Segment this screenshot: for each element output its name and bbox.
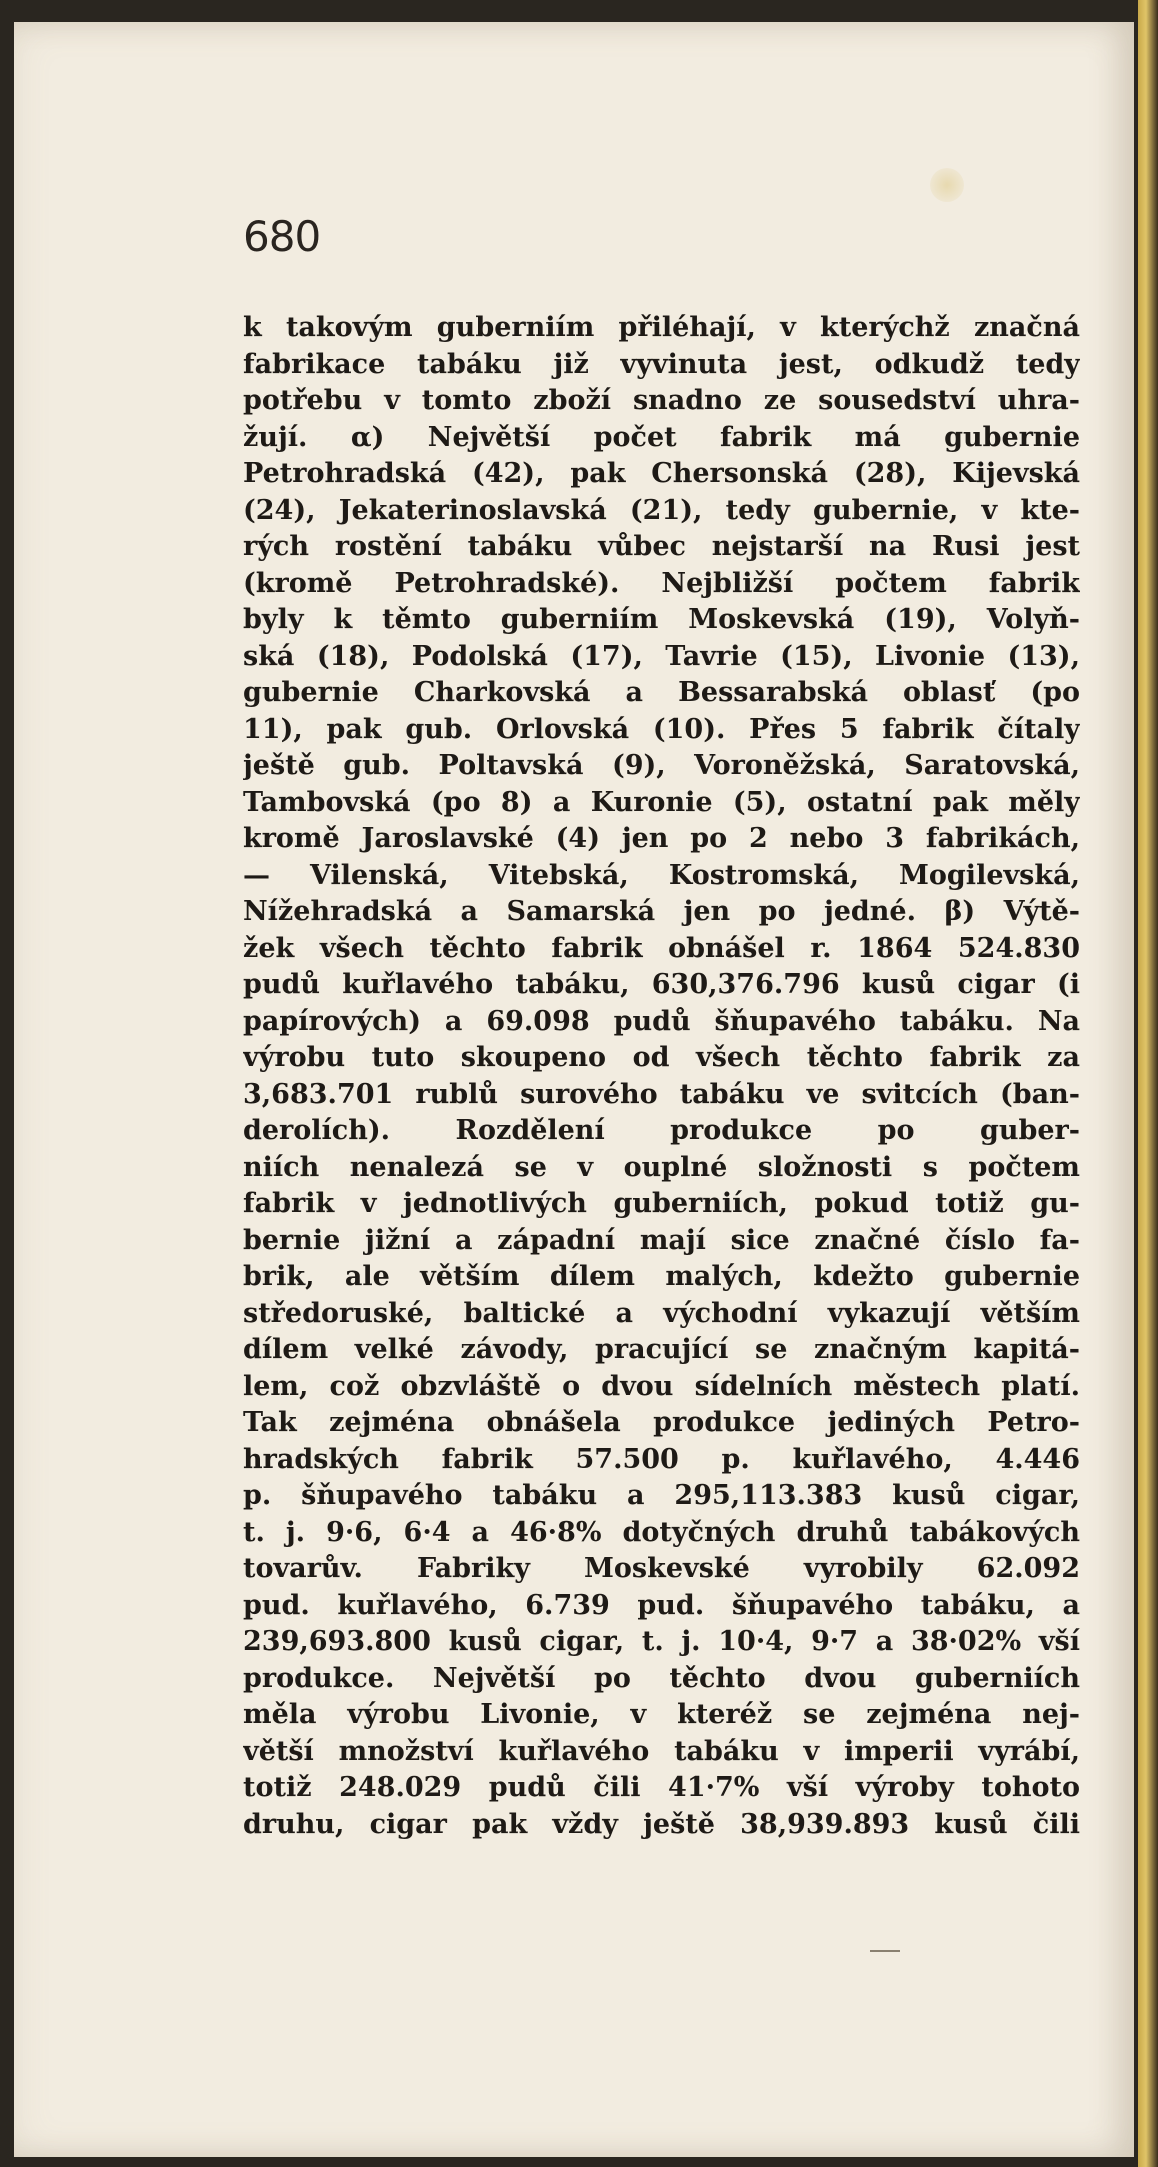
text-line: kromě Jaroslavské (4) jen po 2 nebo 3 fabrikách, bbox=[243, 823, 1080, 854]
text-line: tovarův. Fabriky Moskevské vyrobily 62.092 bbox=[243, 1553, 1080, 1584]
text-line: ská (18), Podolská (17), Tavrie (15), Livonie (13), bbox=[243, 640, 1080, 672]
text-line: ještě gub. Poltavská (9), Voroněžská, Saratovská, bbox=[243, 750, 1080, 781]
text-line: druhu, cigar pak vždy ještě 38,939.893 kusů čili bbox=[243, 1808, 1080, 1840]
body-text bbox=[243, 310, 1080, 1843]
text-line: pudů kuřlavého tabáku, 630,376.796 kusů cigar (i bbox=[243, 969, 1080, 1000]
text-line: středoruské, baltické a východní vykazují větším bbox=[243, 1297, 1080, 1329]
text-line: Petrohradská (42), pak Chersonská (28), Kijevská bbox=[243, 458, 1080, 489]
text-line: t. j. 9·6, 6·4 a 46·8% dotyčných druhů tabákových bbox=[243, 1516, 1080, 1548]
text-line: 3,683.701 rublů surového tabáku ve svitcích (ban- bbox=[243, 1078, 1080, 1110]
text-line: fabrik v jednotlivých guberniích, pokud totiž gu- bbox=[243, 1188, 1080, 1219]
text-line: lem, což obzvláště o dvou sídelních městech platí. bbox=[243, 1370, 1080, 1402]
text-line: hradských fabrik 57.500 p. kuřlavého, 4.446 bbox=[243, 1443, 1080, 1475]
text-line: Tambovská (po 8) a Kuronie (5), ostatní pak měly bbox=[243, 786, 1080, 818]
text-line: derolích). Rozdělení produkce po guber- bbox=[243, 1115, 1080, 1146]
text-line: Tak zejména obnášela produkce jediných Petro- bbox=[243, 1407, 1080, 1438]
text-line: p. šňupavého tabáku a 295,113.383 kusů cigar, bbox=[243, 1480, 1080, 1511]
text-line: žují. α) Největší počet fabrik má gubernie bbox=[243, 421, 1080, 453]
paper-stain bbox=[930, 168, 964, 202]
text-line: fabrikace tabáku již vyvinuta jest, odkudž tedy bbox=[243, 348, 1080, 380]
text-line: gubernie Charkovská a Bessarabská oblasť (po bbox=[243, 677, 1080, 708]
ink-mark bbox=[870, 1950, 900, 1952]
text-line: brik, ale větším dílem malých, kdežto gubernie bbox=[243, 1261, 1080, 1292]
text-line: výrobu tuto skoupeno od všech těchto fabrik za bbox=[243, 1042, 1080, 1073]
text-line: k takovým guberniím přiléhají, v kterýchž značná bbox=[243, 312, 1080, 343]
text-line: 11), pak gub. Orlovská (10). Přes 5 fabrik čítaly bbox=[243, 713, 1080, 745]
text-line: větší množství kuřlavého tabáku v imperii vyrábí, bbox=[243, 1735, 1080, 1767]
text-line: totiž 248.029 pudů čili 41·7% vší výroby tohoto bbox=[243, 1772, 1080, 1803]
text-line: — Vilenská, Vitebská, Kostromská, Mogilevská, bbox=[243, 859, 1080, 891]
text-line: produkce. Největší po těchto dvou guberniích bbox=[243, 1662, 1080, 1694]
text-line: niích nenalezá se v ouplné složnosti s počtem bbox=[243, 1151, 1080, 1183]
text-line: žek všech těchto fabrik obnášel r. 1864 524.830 bbox=[243, 932, 1080, 964]
text-line: měla výrobu Livonie, v kteréž se zejména nej- bbox=[243, 1699, 1080, 1730]
text-line: byly k těmto guberniím Moskevská (19), Volyň- bbox=[243, 604, 1080, 635]
page-number: 680 bbox=[243, 212, 321, 261]
book-edge bbox=[1138, 0, 1158, 2167]
text-line: 239,693.800 kusů cigar, t. j. 10·4, 9·7 a 38·02% vší bbox=[243, 1626, 1080, 1657]
text-line: (kromě Petrohradské). Nejbližší počtem fabrik bbox=[243, 567, 1080, 599]
text-line: rých rostění tabáku vůbec nejstarší na Rusi jest bbox=[243, 531, 1080, 562]
text-line: dílem velké závody, pracující se značným kapitá- bbox=[243, 1334, 1080, 1365]
text-line: Nížehradská a Samarská jen po jedné. β) Výtě- bbox=[243, 896, 1080, 927]
text-line: pud. kuřlavého, 6.739 pud. šňupavého tabáku, a bbox=[243, 1589, 1080, 1621]
text-line: potřebu v tomto zboží snadno ze sousedství uhra- bbox=[243, 385, 1080, 416]
text-line: (24), Jekaterinoslavská (21), tedy gubernie, v kte- bbox=[243, 494, 1080, 526]
text-line: bernie jižní a západní mají sice značné číslo fa- bbox=[243, 1224, 1080, 1256]
text-line: papírových) a 69.098 pudů šňupavého tabáku. Na bbox=[243, 1005, 1080, 1037]
